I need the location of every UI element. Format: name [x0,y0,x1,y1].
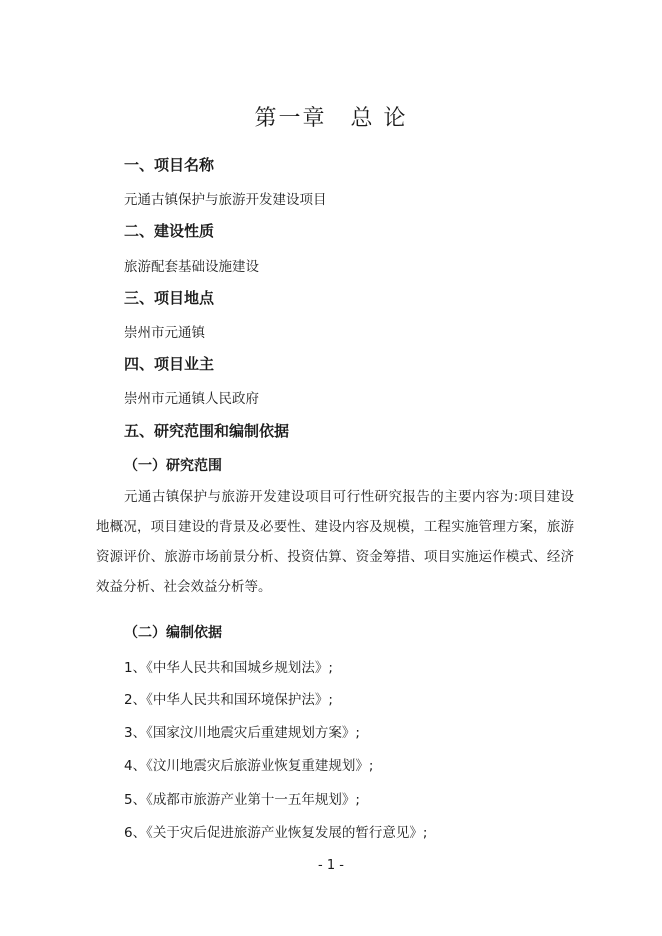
section-heading-project-owner: 四、项目业主 [124,355,215,373]
subsection-heading-research-scope: （一）研究范围 [124,458,222,474]
section-heading-project-name: 一、项目名称 [124,156,215,174]
subsection-heading-compilation-basis: （二）编制依据 [124,625,222,641]
project-location-text: 崇州市元通镇 [124,325,205,341]
chapter-title: 第一章 总 论 [254,106,408,131]
basis-list-item: 4、《汶川地震灾后旅游业恢复重建规划》; [124,758,374,774]
basis-list-item: 2、《中华人民共和国环境保护法》; [124,692,333,708]
construction-nature-text: 旅游配套基础设施建设 [124,259,259,275]
project-name-text: 元通古镇保护与旅游开发建设项目 [124,192,327,208]
basis-list-item: 3、《国家汶川地震灾后重建规划方案》; [124,725,360,741]
section-heading-project-location: 三、项目地点 [124,289,215,307]
project-owner-text: 崇州市元通镇人民政府 [124,391,259,407]
section-heading-construction-nature: 二、建设性质 [124,222,215,240]
page-number: - 1 - [318,858,344,873]
section-heading-scope-and-basis: 五、研究范围和编制依据 [124,422,290,440]
basis-list-item: 6、《关于灾后促进旅游产业恢复发展的暂行意见》; [124,825,428,841]
basis-list-item: 5、《成都市旅游产业第十一五年规划》; [124,792,360,808]
research-scope-paragraph: 元通古镇保护与旅游开发建设项目可行性研究报告的主要内容为:项目建设地概况，项目建设的背景及必要性、建设内容及规模，工程实施管理方案，旅游资源评价、旅游市场前景分析、投资估算、资金筹措、项目实施运作模式、经济效益分析、社会效益分析等。 [96,489,574,595]
basis-list-item: 1、《中华人民共和国城乡规划法》; [124,660,333,676]
